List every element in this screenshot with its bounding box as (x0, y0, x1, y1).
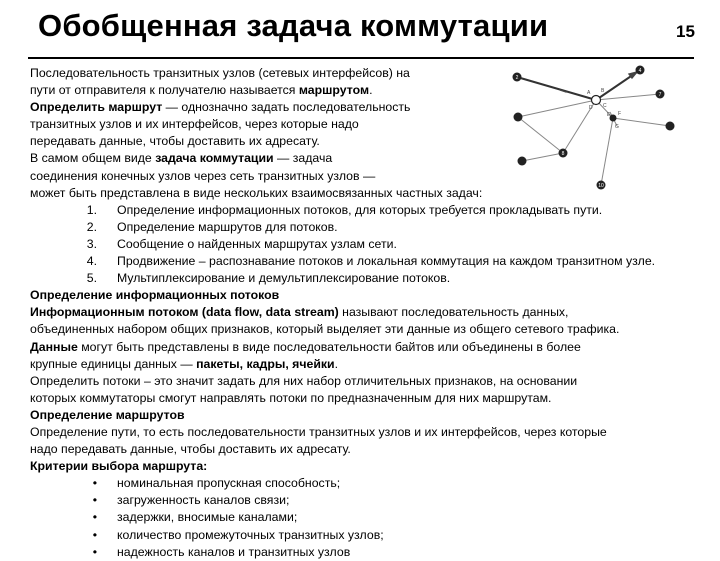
task-item: 2. Определение маршрутов для потоков. (86, 219, 338, 234)
flows-line: которых коммутаторы смогут направлять потоки по предназначенным для них маршрутам. (30, 390, 552, 405)
task-item: 3. Сообщение о найденных маршрутах узлам сети. (86, 236, 397, 251)
port-label: F (618, 111, 622, 117)
criteria-item: • задержки, вносимые каналами; (92, 510, 298, 525)
port-label: C (603, 103, 607, 109)
page-title: Обобщенная задача коммутации (38, 8, 549, 43)
intro-line: В самом общем виде задача коммутации — задача (30, 151, 333, 166)
section-heading-routes: Определение маршрутов (30, 407, 185, 422)
intro-line: транзитных узлов и их интерфейсов, через которые надо (30, 117, 359, 132)
term-switching-task: задача коммутации (155, 151, 274, 166)
routes-line: надо передавать данные, чтобы доставить их адресату. (30, 442, 351, 457)
task-item: 5. Мультиплексирование и демультиплексирование потоков. (86, 271, 451, 286)
flows-line: Данные могут быть представлены в виде последовательности байтов или объединены в более (30, 339, 581, 354)
node-label: 7 (658, 92, 662, 98)
slide-content (30, 65, 714, 561)
port-label: G (615, 124, 619, 130)
task-item: 4. Продвижение – распознавание потоков и локальная коммутация на каждом транзитном узле. (86, 254, 656, 269)
port-label: B (601, 88, 605, 94)
port-label: D (589, 105, 593, 111)
routes-line: Определение пути, то есть последовательности транзитных узлов и их интерфейсов, через которые (30, 424, 607, 439)
node-label: 2 (515, 75, 519, 81)
intro-line: соединения конечных узлов через сеть транзитных узлов — (30, 168, 376, 183)
flows-line: Определить потоки – это значит задать для них набор отличительных признаков, на основании (30, 373, 578, 388)
term-define-route: Определить маршрут (30, 100, 163, 115)
title-underline (28, 57, 694, 59)
flows-line: объединенных набором общих признаков, который выделяет эти данные из общего сетевого трафика. (30, 322, 620, 337)
task-item: 1. Определение информационных потоков, для которых требуется прокладывать пути. (86, 202, 603, 217)
criteria-heading: Критерии выбора маршрута: (30, 459, 208, 474)
intro-line: Последовательность транзитных узлов (сетевых интерфейсов) на (30, 66, 410, 80)
intro-line: Определить маршрут — однозначно задать последовательность (30, 100, 411, 115)
node-label: 4 (638, 68, 642, 74)
flows-line: Информационным потоком (data flow, data stream) называют последовательность данных, (30, 305, 569, 320)
term-route: маршрутом (298, 83, 370, 98)
port-label: A (587, 90, 591, 96)
intro-line: может быть представлена в виде нескольких взаимосвязанных частных задач: (30, 185, 483, 200)
criteria-item: • количество промежуточных транзитных узлов; (92, 527, 384, 542)
node-label: 10 (598, 183, 604, 189)
flows-line: крупные единицы данных — пакеты, кадры, ячейки. (30, 356, 339, 371)
node-label: 8 (561, 151, 565, 157)
intro-line: пути от отправителя к получателю называется маршрутом. (30, 83, 373, 98)
criteria-item: • надежность каналов и транзитных узлов (92, 544, 351, 559)
section-heading-flows: Определение информационных потоков (30, 288, 280, 303)
intro-line: передавать данные, чтобы доставить их адресату. (30, 134, 320, 149)
criteria-item: • номинальная пропускная способность; (92, 476, 341, 491)
port-label: E (607, 112, 611, 118)
page-number: 15 (676, 22, 695, 41)
criteria-item: • загруженность каналов связи; (92, 493, 290, 508)
